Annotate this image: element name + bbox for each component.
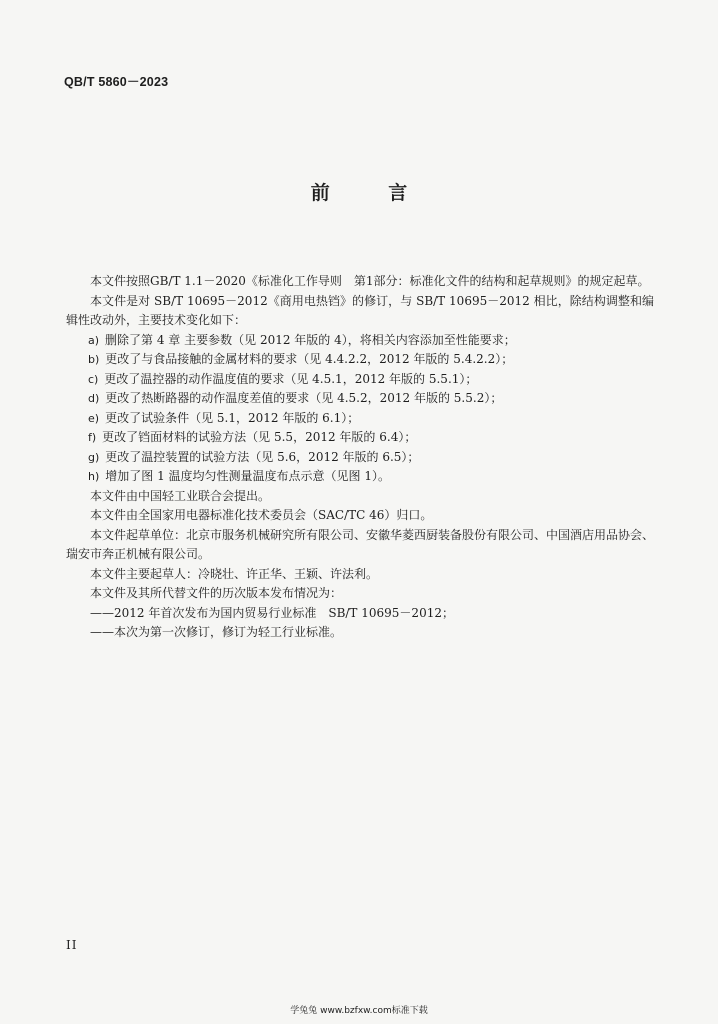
paragraph-version-history: 本文件及其所代替文件的历次版本发布情况为： bbox=[90, 586, 343, 600]
document-code: QB/T 5860－2023 bbox=[64, 75, 169, 89]
list-item bbox=[66, 370, 654, 390]
list-item-text: 更改了铛面材料的试验方法（见 5.5，2012 年版的 6.4）； bbox=[102, 430, 417, 444]
list-marker: d) bbox=[88, 392, 100, 405]
list-item bbox=[66, 350, 654, 370]
list-item-text: 更改了热断路器的动作温度差值的要求（见 4.5.2，2012 年版的 5.5.2）； bbox=[105, 391, 503, 405]
paragraph-committee: 本文件由全国家用电器标准化技术委员会（SAC/TC 46）归口。 bbox=[90, 508, 433, 522]
list-item-text: 更改了温控装置的试验方法（见 5.6，2012 年版的 6.5）； bbox=[105, 449, 420, 464]
list-item bbox=[66, 467, 654, 487]
paragraph-drafting-rules: 本文件按照GB/T 1.1－2020《标准化工作导则 第1部分：标准化文件的结构和起草规则》的规定起草。 bbox=[90, 274, 650, 288]
list-marker: c) bbox=[88, 372, 99, 386]
paragraph-proposer: 本文件由中国轻工业联合会提出。 bbox=[90, 488, 271, 503]
watermark-text: 学兔兔 www.bzfxw.com标准下载 bbox=[290, 1006, 428, 1016]
history-item: ——2012 年首次发布为国内贸易行业标准 SB/T 10695－2012； bbox=[90, 605, 454, 620]
list-item-text: 更改了试验条件（见 5.1，2012 年版的 6.1）； bbox=[105, 410, 360, 425]
list-item bbox=[66, 389, 654, 409]
list-marker: e) bbox=[88, 411, 100, 425]
list-item-text: 更改了温控器的动作温度值的要求（见 4.5.1，2012 年版的 5.5.1）； bbox=[104, 371, 478, 386]
changes-list bbox=[66, 331, 654, 487]
page-number: II bbox=[66, 938, 78, 952]
foreword-body bbox=[66, 272, 654, 643]
list-item bbox=[66, 331, 654, 351]
list-marker: h) bbox=[88, 470, 100, 483]
paragraph-drafting-units: 本文件起草单位：北京市服务机械研究所有限公司、安徽华菱西厨装备股份有限公司、中国酒店用品协会、瑞安市奔正机械有限公司。 bbox=[66, 527, 655, 561]
page-title: 前 言 bbox=[310, 182, 434, 204]
list-marker: b) bbox=[88, 353, 100, 366]
list-item bbox=[66, 428, 654, 448]
list-marker: g) bbox=[88, 450, 100, 464]
history-item: ——本次为第一次修订，修订为轻工行业标准。 bbox=[90, 625, 343, 639]
list-item-text: 更改了与食品接触的金属材料的要求（见 4.4.2.2，2012 年版的 5.4.2.2）； bbox=[105, 352, 514, 366]
paragraph-revision-summary: 本文件是对 SB/T 10695－2012《商用电热铛》的修订，与 SB/T 10695－2012 相比，除结构调整和编辑性改动外，主要技术变化如下： bbox=[66, 293, 654, 327]
list-item bbox=[66, 448, 654, 468]
list-item-text: 删除了第 4 章 主要参数（见 2012 年版的 4），将相关内容添加至性能要求； bbox=[105, 332, 516, 347]
paragraph-drafters: 本文件主要起草人：冷晓壮、许正华、王颖、许法利。 bbox=[90, 566, 379, 581]
list-marker: a) bbox=[88, 333, 100, 347]
list-marker: f) bbox=[88, 431, 97, 444]
list-item bbox=[66, 409, 654, 429]
list-item-text: 增加了图 1 温度均匀性测量温度布点示意（见图 1）。 bbox=[105, 469, 390, 483]
